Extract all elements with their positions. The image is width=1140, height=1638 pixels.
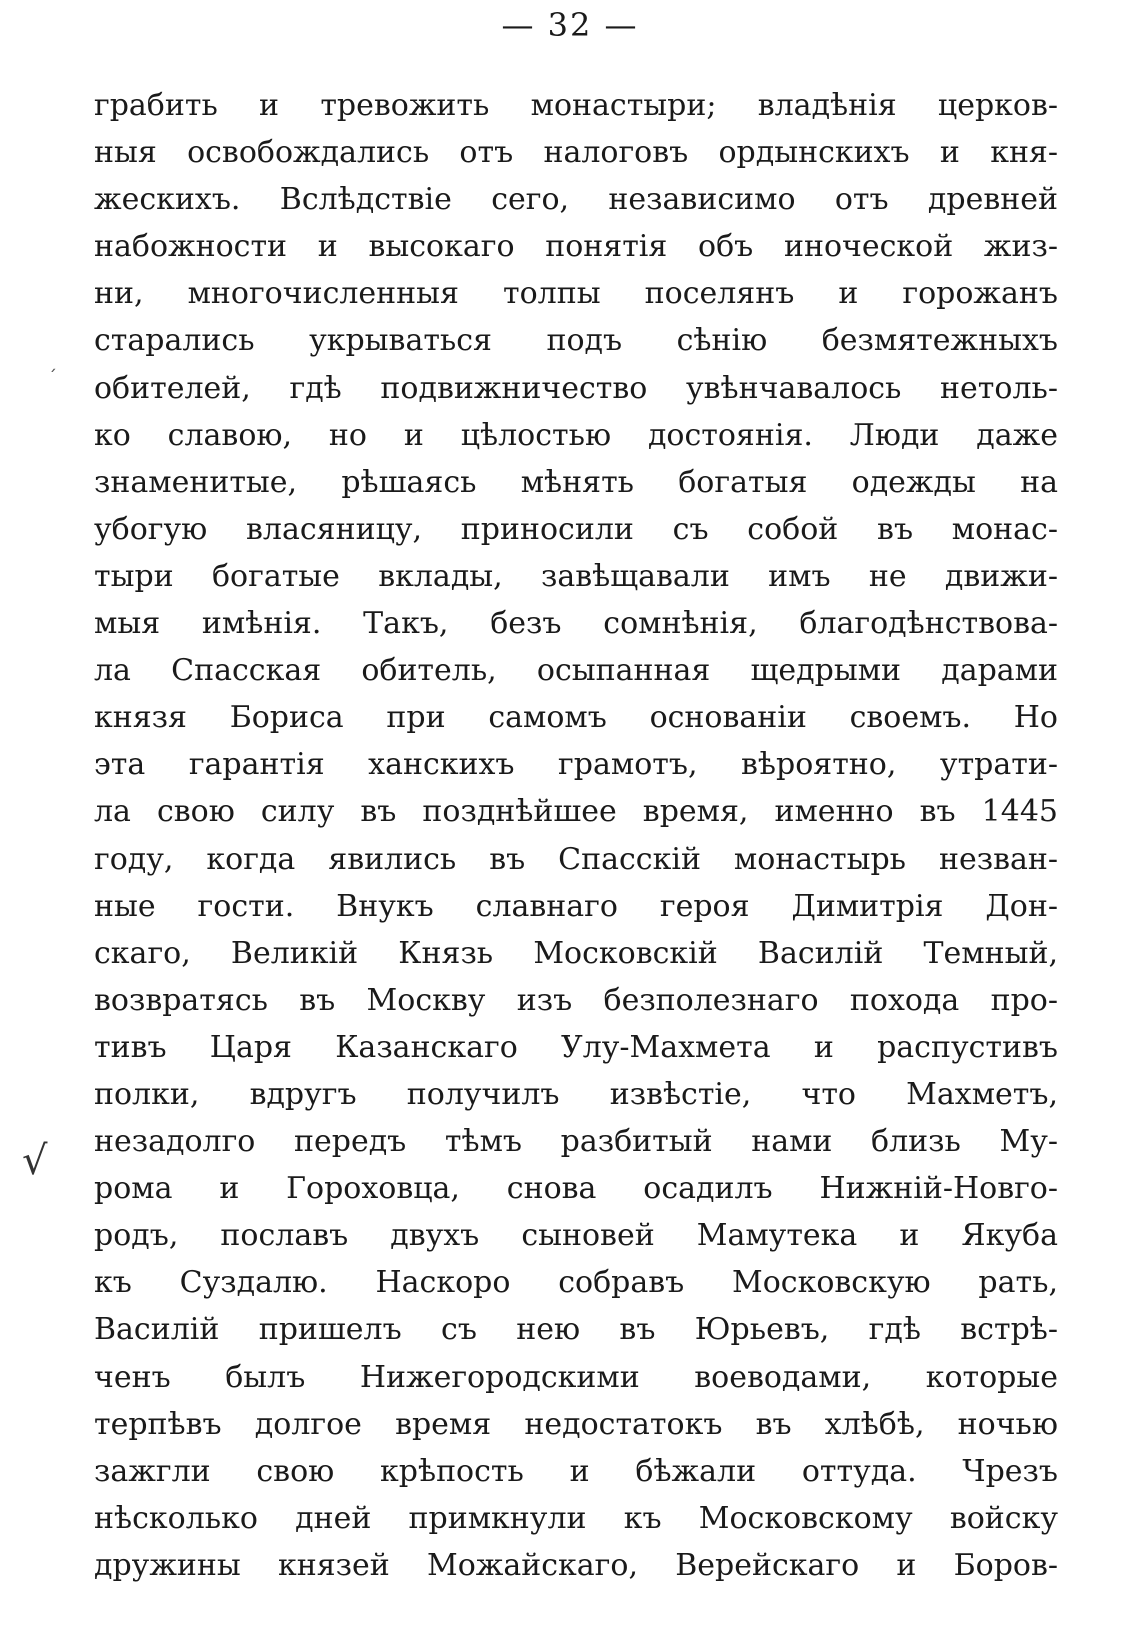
- text-line: набожности и высокаго понятія объ иноческой жиз-: [94, 229, 1058, 265]
- text-line: незадолго передъ тѣмъ разбитый нами близь Му-: [94, 1124, 1058, 1160]
- text-line: ныя освобождались отъ налоговъ ордынскихъ и кня-: [94, 135, 1058, 171]
- text-line: скаго, Великій Князь Московскій Василій Темный,: [94, 935, 1058, 971]
- text-line: ла Спасская обитель, осыпанная щедрыми дарами: [94, 653, 1058, 689]
- text-line: полки, вдругъ получилъ извѣстіе, что Махметъ,: [94, 1076, 1058, 1112]
- text-line: терпѣвъ долгое время недостатокъ въ хлѣбѣ, ночью: [94, 1406, 1058, 1442]
- body-text: [94, 82, 1058, 1589]
- text-line: ни, многочисленныя толпы поселянъ и горожанъ: [94, 276, 1058, 312]
- text-line: эта гарантія ханскихъ грамотъ, вѣроятно, утрати-: [94, 747, 1058, 783]
- text-line: году, когда явились въ Спасскій монастырь незван-: [94, 841, 1058, 877]
- text-line: дружины князей Можайскаго, Верейскаго и Боров-: [94, 1547, 1058, 1583]
- text-line: мыя имѣнія. Такъ, безъ сомнѣнія, благодѣнствова-: [94, 606, 1058, 642]
- text-line: ные гости. Внукъ славнаго героя Димитрія Дон-: [94, 888, 1058, 924]
- text-line: тивъ Царя Казанскаго Улу-Махмета и распустивъ: [94, 1029, 1058, 1065]
- margin-check-mark: √: [22, 1138, 48, 1184]
- text-line: убогую власяницу, приносили съ собой въ монас-: [94, 511, 1058, 547]
- text-line: зажгли свою крѣпость и бѣжали оттуда. Чрезъ: [94, 1453, 1058, 1489]
- text-line: Василій пришелъ съ нею въ Юрьевъ, гдѣ встрѣ-: [94, 1312, 1058, 1348]
- text-line: старались укрываться подъ сѣнію безмятежныхъ: [94, 323, 1058, 359]
- text-line: возвратясь въ Москву изъ безполезнаго похода про-: [94, 982, 1058, 1018]
- text-line: ла свою силу въ позднѣйшее время, именно въ 1445: [94, 794, 1058, 830]
- text-line: ко славою, но и цѣлостью достоянія. Люди даже: [94, 417, 1058, 453]
- text-line: обителей, гдѣ подвижничество увѣнчавалось нетоль-: [94, 370, 1058, 406]
- text-line: грабить и тревожить монастыри; владѣнія церков-: [94, 88, 1058, 123]
- text-line: князя Бориса при самомъ основаніи своемъ. Но: [94, 700, 1058, 736]
- text-line: ченъ былъ Нижегородскими воеводами, которые: [94, 1359, 1058, 1395]
- text-line: родъ, пославъ двухъ сыновей Мамутека и Якуба: [94, 1218, 1058, 1254]
- text-line: къ Суздалю. Наскоро собравъ Московскую рать,: [94, 1265, 1058, 1301]
- margin-tick-mark: ˏ: [48, 352, 57, 373]
- text-line: рома и Гороховца, снова осадилъ Нижній-Новго-: [94, 1171, 1058, 1207]
- text-line: жескихъ. Вслѣдствіе сего, независимо отъ древней: [94, 182, 1058, 218]
- text-line: тыри богатые вклады, завѣщавали имъ не движи-: [94, 558, 1058, 594]
- page-number: — 32 —: [501, 6, 639, 44]
- text-line: нѣсколько дней примкнули къ Московскому войску: [94, 1500, 1058, 1536]
- text-line: знаменитые, рѣшаясь мѣнять богатыя одежды на: [94, 464, 1058, 500]
